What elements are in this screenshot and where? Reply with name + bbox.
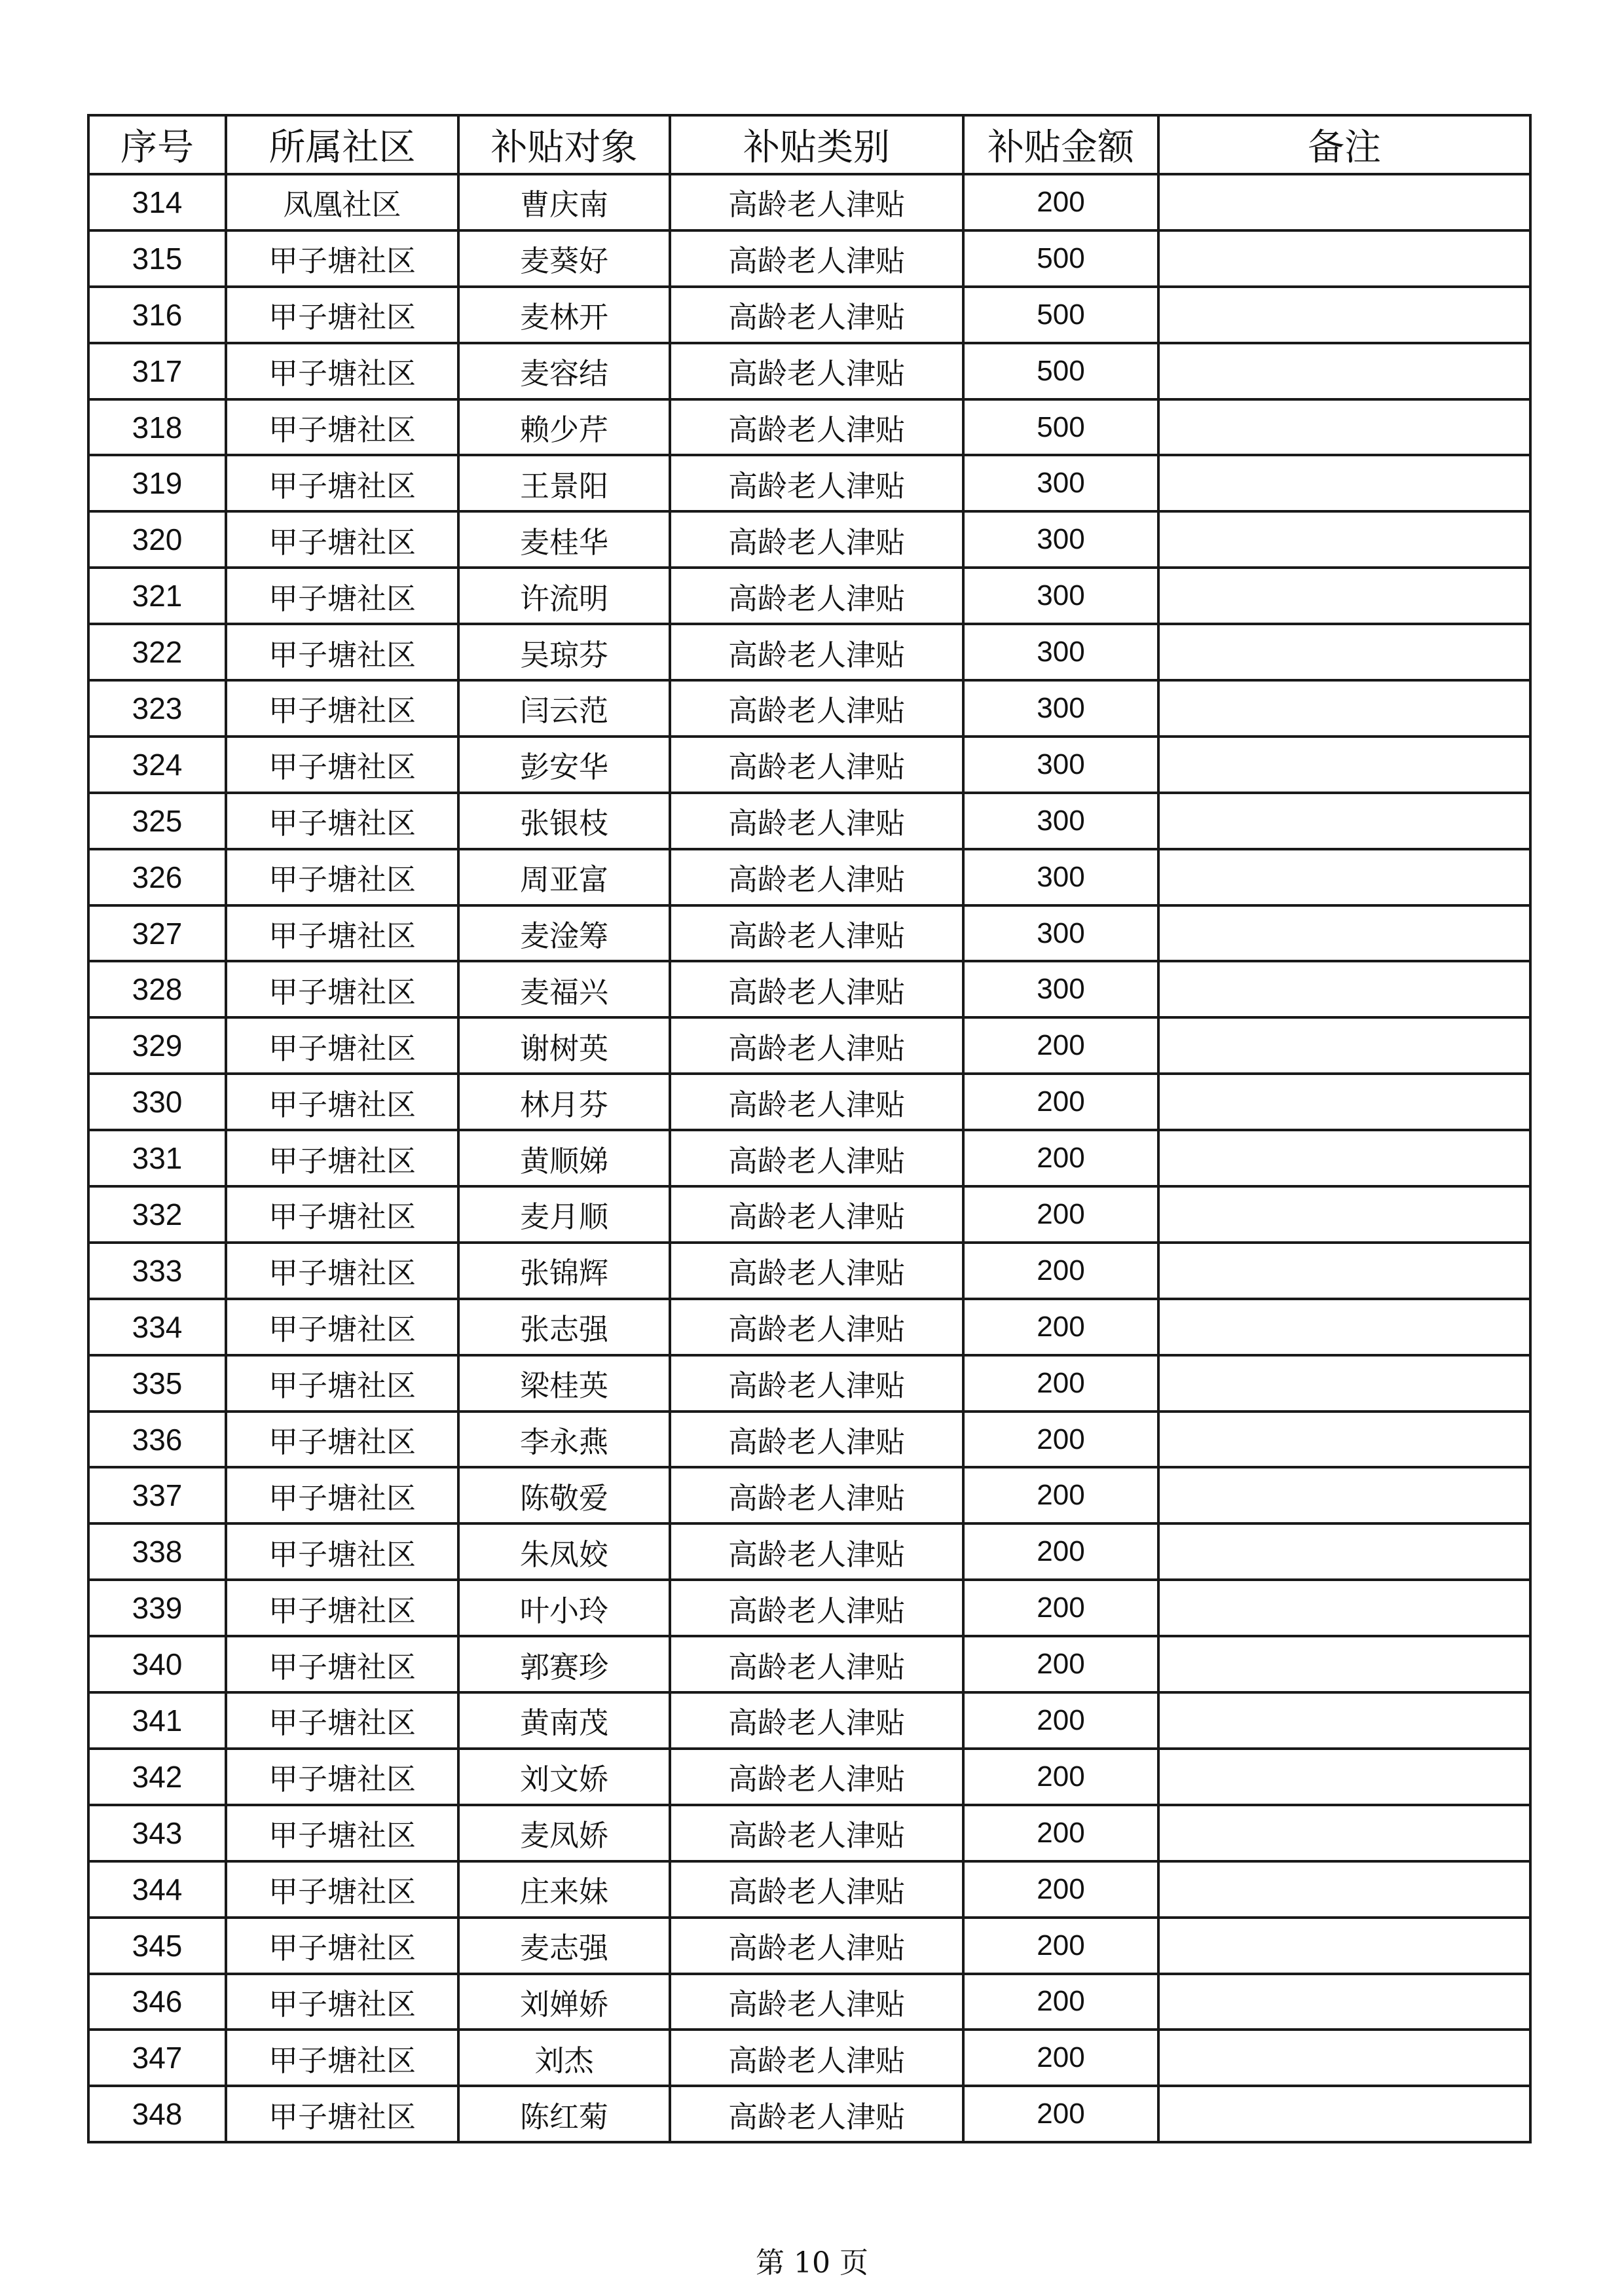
cell-amount: 500 xyxy=(963,399,1158,456)
cell-community: 甲子塘社区 xyxy=(226,230,458,287)
cell-amount: 200 xyxy=(963,1074,1158,1130)
cell-community: 甲子塘社区 xyxy=(226,793,458,849)
cell-category: 高龄老人津贴 xyxy=(670,793,963,849)
cell-category: 高龄老人津贴 xyxy=(670,1243,963,1299)
table-row xyxy=(88,230,1530,287)
cell-remark xyxy=(1158,1918,1530,1974)
cell-category: 高龄老人津贴 xyxy=(670,905,963,962)
cell-serial-number: 332 xyxy=(88,1186,226,1243)
cell-remark xyxy=(1158,1749,1530,1805)
cell-remark xyxy=(1158,737,1530,793)
cell-amount: 300 xyxy=(963,455,1158,511)
cell-amount: 200 xyxy=(963,1355,1158,1412)
cell-community: 甲子塘社区 xyxy=(226,343,458,399)
table-row xyxy=(88,1580,1530,1636)
table-row xyxy=(88,624,1530,680)
cell-serial-number: 320 xyxy=(88,511,226,568)
cell-remark xyxy=(1158,1805,1530,1861)
cell-remark xyxy=(1158,1355,1530,1412)
cell-recipient: 张锦辉 xyxy=(458,1243,670,1299)
cell-category: 高龄老人津贴 xyxy=(670,1861,963,1918)
cell-community: 甲子塘社区 xyxy=(226,1186,458,1243)
cell-category: 高龄老人津贴 xyxy=(670,1636,963,1692)
cell-recipient: 麦葵好 xyxy=(458,230,670,287)
table-row xyxy=(88,849,1530,905)
cell-community: 甲子塘社区 xyxy=(226,1692,458,1749)
cell-community: 甲子塘社区 xyxy=(226,1636,458,1692)
cell-category: 高龄老人津贴 xyxy=(670,2030,963,2086)
cell-recipient: 梁桂英 xyxy=(458,1355,670,1412)
cell-category: 高龄老人津贴 xyxy=(670,1186,963,1243)
cell-serial-number: 345 xyxy=(88,1918,226,1974)
table-header-row xyxy=(88,115,1530,174)
cell-remark xyxy=(1158,624,1530,680)
cell-amount: 500 xyxy=(963,287,1158,343)
cell-recipient: 林月芬 xyxy=(458,1074,670,1130)
cell-serial-number: 317 xyxy=(88,343,226,399)
cell-community: 甲子塘社区 xyxy=(226,1580,458,1636)
cell-recipient: 陈红菊 xyxy=(458,2086,670,2142)
table-row xyxy=(88,287,1530,343)
cell-category: 高龄老人津贴 xyxy=(670,174,963,230)
subsidy-table xyxy=(87,114,1532,2143)
table-row xyxy=(88,2086,1530,2142)
cell-category: 高龄老人津贴 xyxy=(670,1017,963,1074)
cell-recipient: 麦容结 xyxy=(458,343,670,399)
cell-community: 甲子塘社区 xyxy=(226,1243,458,1299)
cell-recipient: 庄来妹 xyxy=(458,1861,670,1918)
cell-remark xyxy=(1158,1636,1530,1692)
cell-serial-number: 348 xyxy=(88,2086,226,2142)
cell-recipient: 张银枝 xyxy=(458,793,670,849)
cell-category: 高龄老人津贴 xyxy=(670,2086,963,2142)
cell-amount: 200 xyxy=(963,1918,1158,1974)
cell-community: 甲子塘社区 xyxy=(226,568,458,624)
cell-community: 甲子塘社区 xyxy=(226,399,458,456)
table-row xyxy=(88,793,1530,849)
cell-serial-number: 340 xyxy=(88,1636,226,1692)
cell-remark xyxy=(1158,511,1530,568)
cell-remark xyxy=(1158,1692,1530,1749)
table-row xyxy=(88,1412,1530,1468)
cell-community: 甲子塘社区 xyxy=(226,511,458,568)
cell-recipient: 郭赛珍 xyxy=(458,1636,670,1692)
cell-serial-number: 339 xyxy=(88,1580,226,1636)
cell-community: 甲子塘社区 xyxy=(226,2086,458,2142)
cell-amount: 200 xyxy=(963,1412,1158,1468)
cell-amount: 500 xyxy=(963,343,1158,399)
cell-community: 甲子塘社区 xyxy=(226,1523,458,1580)
cell-community: 甲子塘社区 xyxy=(226,455,458,511)
cell-amount: 200 xyxy=(963,1523,1158,1580)
cell-serial-number: 326 xyxy=(88,849,226,905)
cell-remark xyxy=(1158,793,1530,849)
cell-serial-number: 329 xyxy=(88,1017,226,1074)
cell-recipient: 谢树英 xyxy=(458,1017,670,1074)
table-row xyxy=(88,1299,1530,1355)
cell-community: 甲子塘社区 xyxy=(226,1861,458,1918)
cell-category: 高龄老人津贴 xyxy=(670,1355,963,1412)
cell-amount: 200 xyxy=(963,2030,1158,2086)
cell-amount: 300 xyxy=(963,511,1158,568)
cell-community: 甲子塘社区 xyxy=(226,1299,458,1355)
cell-recipient: 麦月顺 xyxy=(458,1186,670,1243)
cell-recipient: 李永燕 xyxy=(458,1412,670,1468)
cell-amount: 200 xyxy=(963,1017,1158,1074)
cell-remark xyxy=(1158,287,1530,343)
cell-remark xyxy=(1158,1974,1530,2030)
cell-recipient: 麦淦筹 xyxy=(458,905,670,962)
cell-serial-number: 347 xyxy=(88,2030,226,2086)
page-number: 第 10 页 xyxy=(756,2246,868,2280)
cell-category: 高龄老人津贴 xyxy=(670,1749,963,1805)
cell-recipient: 黄顺娣 xyxy=(458,1130,670,1186)
cell-serial-number: 323 xyxy=(88,680,226,737)
cell-community: 甲子塘社区 xyxy=(226,2030,458,2086)
table-row xyxy=(88,568,1530,624)
cell-category: 高龄老人津贴 xyxy=(670,1299,963,1355)
cell-serial-number: 330 xyxy=(88,1074,226,1130)
table-row xyxy=(88,1805,1530,1861)
cell-recipient: 闫云范 xyxy=(458,680,670,737)
table-row xyxy=(88,1130,1530,1186)
cell-remark xyxy=(1158,1243,1530,1299)
cell-amount: 300 xyxy=(963,624,1158,680)
cell-serial-number: 333 xyxy=(88,1243,226,1299)
table-body xyxy=(88,174,1530,2142)
cell-remark xyxy=(1158,174,1530,230)
cell-serial-number: 328 xyxy=(88,961,226,1017)
cell-amount: 300 xyxy=(963,737,1158,793)
cell-serial-number: 335 xyxy=(88,1355,226,1412)
table-row xyxy=(88,1074,1530,1130)
cell-recipient: 彭安华 xyxy=(458,737,670,793)
table-row xyxy=(88,511,1530,568)
table-row xyxy=(88,343,1530,399)
header-community: 所属社区 xyxy=(226,115,458,174)
cell-serial-number: 324 xyxy=(88,737,226,793)
cell-remark xyxy=(1158,2086,1530,2142)
cell-category: 高龄老人津贴 xyxy=(670,511,963,568)
cell-remark xyxy=(1158,961,1530,1017)
header-category: 补贴类别 xyxy=(670,115,963,174)
cell-serial-number: 342 xyxy=(88,1749,226,1805)
cell-remark xyxy=(1158,1861,1530,1918)
cell-recipient: 赖少芹 xyxy=(458,399,670,456)
cell-recipient: 曹庆南 xyxy=(458,174,670,230)
table-row xyxy=(88,1692,1530,1749)
cell-category: 高龄老人津贴 xyxy=(670,1074,963,1130)
cell-category: 高龄老人津贴 xyxy=(670,343,963,399)
cell-recipient: 许流明 xyxy=(458,568,670,624)
cell-community: 甲子塘社区 xyxy=(226,1918,458,1974)
table-row xyxy=(88,1636,1530,1692)
cell-community: 甲子塘社区 xyxy=(226,1017,458,1074)
header-amount: 补贴金额 xyxy=(963,115,1158,174)
table-row xyxy=(88,1186,1530,1243)
cell-category: 高龄老人津贴 xyxy=(670,230,963,287)
cell-amount: 300 xyxy=(963,568,1158,624)
table-row xyxy=(88,905,1530,962)
cell-category: 高龄老人津贴 xyxy=(670,849,963,905)
table-row xyxy=(88,961,1530,1017)
cell-recipient: 麦凤娇 xyxy=(458,1805,670,1861)
cell-recipient: 陈敬爱 xyxy=(458,1467,670,1523)
cell-remark xyxy=(1158,1412,1530,1468)
table-row xyxy=(88,399,1530,456)
cell-amount: 200 xyxy=(963,1130,1158,1186)
cell-amount: 200 xyxy=(963,1749,1158,1805)
cell-community: 甲子塘社区 xyxy=(226,1074,458,1130)
cell-amount: 200 xyxy=(963,1243,1158,1299)
cell-category: 高龄老人津贴 xyxy=(670,399,963,456)
cell-serial-number: 336 xyxy=(88,1412,226,1468)
cell-remark xyxy=(1158,343,1530,399)
cell-category: 高龄老人津贴 xyxy=(670,1974,963,2030)
cell-remark xyxy=(1158,568,1530,624)
cell-category: 高龄老人津贴 xyxy=(670,1523,963,1580)
cell-serial-number: 337 xyxy=(88,1467,226,1523)
cell-community: 甲子塘社区 xyxy=(226,680,458,737)
cell-remark xyxy=(1158,399,1530,456)
table-row xyxy=(88,680,1530,737)
header-recipient: 补贴对象 xyxy=(458,115,670,174)
cell-serial-number: 338 xyxy=(88,1523,226,1580)
cell-recipient: 王景阳 xyxy=(458,455,670,511)
cell-remark xyxy=(1158,1186,1530,1243)
cell-serial-number: 331 xyxy=(88,1130,226,1186)
cell-remark xyxy=(1158,1299,1530,1355)
cell-amount: 300 xyxy=(963,849,1158,905)
table-row xyxy=(88,455,1530,511)
cell-remark xyxy=(1158,849,1530,905)
table-row xyxy=(88,1017,1530,1074)
cell-amount: 200 xyxy=(963,1467,1158,1523)
cell-amount: 300 xyxy=(963,905,1158,962)
cell-community: 甲子塘社区 xyxy=(226,1130,458,1186)
cell-serial-number: 318 xyxy=(88,399,226,456)
cell-amount: 300 xyxy=(963,680,1158,737)
cell-category: 高龄老人津贴 xyxy=(670,1412,963,1468)
cell-category: 高龄老人津贴 xyxy=(670,624,963,680)
cell-recipient: 周亚富 xyxy=(458,849,670,905)
cell-category: 高龄老人津贴 xyxy=(670,680,963,737)
cell-serial-number: 325 xyxy=(88,793,226,849)
cell-recipient: 刘婵娇 xyxy=(458,1974,670,2030)
cell-community: 甲子塘社区 xyxy=(226,961,458,1017)
cell-amount: 200 xyxy=(963,1580,1158,1636)
cell-community: 甲子塘社区 xyxy=(226,737,458,793)
table-row xyxy=(88,737,1530,793)
cell-remark xyxy=(1158,1467,1530,1523)
cell-remark xyxy=(1158,1074,1530,1130)
cell-remark xyxy=(1158,230,1530,287)
cell-community: 甲子塘社区 xyxy=(226,849,458,905)
cell-community: 甲子塘社区 xyxy=(226,1355,458,1412)
cell-serial-number: 319 xyxy=(88,455,226,511)
cell-community: 甲子塘社区 xyxy=(226,1974,458,2030)
header-serial-number: 序号 xyxy=(88,115,226,174)
cell-community: 甲子塘社区 xyxy=(226,287,458,343)
cell-remark xyxy=(1158,1130,1530,1186)
table-row xyxy=(88,1523,1530,1580)
cell-community: 甲子塘社区 xyxy=(226,1467,458,1523)
cell-community: 甲子塘社区 xyxy=(226,624,458,680)
cell-remark xyxy=(1158,905,1530,962)
cell-remark xyxy=(1158,1017,1530,1074)
cell-category: 高龄老人津贴 xyxy=(670,1130,963,1186)
cell-recipient: 黄南茂 xyxy=(458,1692,670,1749)
cell-serial-number: 346 xyxy=(88,1974,226,2030)
table-row xyxy=(88,174,1530,230)
cell-category: 高龄老人津贴 xyxy=(670,455,963,511)
cell-community: 甲子塘社区 xyxy=(226,1749,458,1805)
table-row xyxy=(88,1861,1530,1918)
cell-amount: 200 xyxy=(963,2086,1158,2142)
cell-amount: 500 xyxy=(963,230,1158,287)
cell-remark xyxy=(1158,455,1530,511)
cell-category: 高龄老人津贴 xyxy=(670,568,963,624)
subsidy-table-container xyxy=(87,114,1529,2143)
cell-recipient: 叶小玲 xyxy=(458,1580,670,1636)
cell-recipient: 刘杰 xyxy=(458,2030,670,2086)
cell-recipient: 刘文娇 xyxy=(458,1749,670,1805)
cell-category: 高龄老人津贴 xyxy=(670,1805,963,1861)
cell-recipient: 麦桂华 xyxy=(458,511,670,568)
table-row xyxy=(88,1355,1530,1412)
cell-amount: 200 xyxy=(963,174,1158,230)
cell-recipient: 麦林开 xyxy=(458,287,670,343)
cell-amount: 200 xyxy=(963,1186,1158,1243)
cell-community: 凤凰社区 xyxy=(226,174,458,230)
header-remark: 备注 xyxy=(1158,115,1530,174)
cell-community: 甲子塘社区 xyxy=(226,905,458,962)
cell-category: 高龄老人津贴 xyxy=(670,1692,963,1749)
cell-serial-number: 315 xyxy=(88,230,226,287)
table-row xyxy=(88,1918,1530,1974)
cell-amount: 200 xyxy=(963,1636,1158,1692)
cell-remark xyxy=(1158,1580,1530,1636)
cell-remark xyxy=(1158,680,1530,737)
cell-serial-number: 334 xyxy=(88,1299,226,1355)
cell-serial-number: 327 xyxy=(88,905,226,962)
table-row xyxy=(88,1467,1530,1523)
cell-category: 高龄老人津贴 xyxy=(670,737,963,793)
cell-category: 高龄老人津贴 xyxy=(670,1467,963,1523)
cell-category: 高龄老人津贴 xyxy=(670,1918,963,1974)
cell-serial-number: 322 xyxy=(88,624,226,680)
cell-recipient: 朱凤姣 xyxy=(458,1523,670,1580)
cell-category: 高龄老人津贴 xyxy=(670,961,963,1017)
cell-category: 高龄老人津贴 xyxy=(670,287,963,343)
cell-amount: 200 xyxy=(963,1974,1158,2030)
cell-community: 甲子塘社区 xyxy=(226,1412,458,1468)
cell-amount: 200 xyxy=(963,1299,1158,1355)
cell-category: 高龄老人津贴 xyxy=(670,1580,963,1636)
cell-recipient: 麦福兴 xyxy=(458,961,670,1017)
cell-serial-number: 343 xyxy=(88,1805,226,1861)
cell-recipient: 吴琼芬 xyxy=(458,624,670,680)
cell-amount: 300 xyxy=(963,961,1158,1017)
cell-amount: 200 xyxy=(963,1692,1158,1749)
table-row xyxy=(88,2030,1530,2086)
cell-amount: 300 xyxy=(963,793,1158,849)
cell-community: 甲子塘社区 xyxy=(226,1805,458,1861)
cell-serial-number: 341 xyxy=(88,1692,226,1749)
cell-amount: 200 xyxy=(963,1861,1158,1918)
cell-recipient: 麦志强 xyxy=(458,1918,670,1974)
cell-serial-number: 314 xyxy=(88,174,226,230)
table-row xyxy=(88,1974,1530,2030)
cell-serial-number: 321 xyxy=(88,568,226,624)
cell-remark xyxy=(1158,1523,1530,1580)
cell-recipient: 张志强 xyxy=(458,1299,670,1355)
cell-amount: 200 xyxy=(963,1805,1158,1861)
table-row xyxy=(88,1243,1530,1299)
cell-serial-number: 344 xyxy=(88,1861,226,1918)
table-row xyxy=(88,1749,1530,1805)
cell-serial-number: 316 xyxy=(88,287,226,343)
cell-remark xyxy=(1158,2030,1530,2086)
